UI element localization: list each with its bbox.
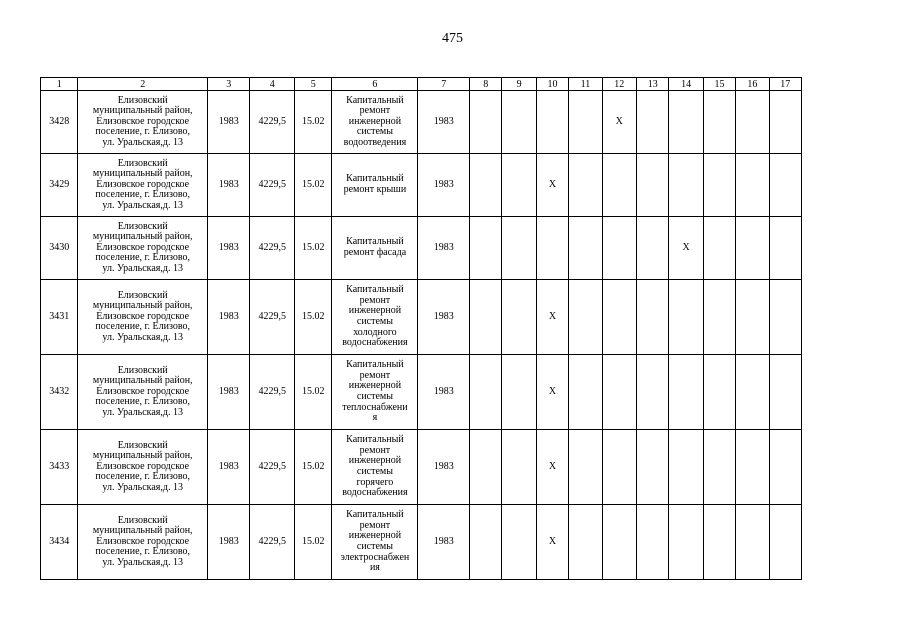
empty-cell	[569, 217, 602, 280]
empty-cell	[736, 505, 769, 580]
table-row	[41, 355, 802, 430]
column-number-5: 5	[294, 78, 331, 91]
empty-cell	[470, 280, 502, 355]
year-cell: 1983	[207, 280, 250, 355]
empty-cell	[736, 430, 769, 505]
column-number-8: 8	[470, 78, 502, 91]
year-commissioned-cell: 1983	[418, 280, 470, 355]
empty-cell	[569, 430, 602, 505]
year-cell: 1983	[207, 505, 250, 580]
empty-cell	[637, 217, 669, 280]
empty-cell	[637, 430, 669, 505]
empty-cell	[470, 355, 502, 430]
header-row	[41, 78, 802, 91]
empty-cell	[703, 217, 735, 280]
year-commissioned-cell: 1983	[418, 505, 470, 580]
empty-cell	[736, 154, 769, 217]
column-number-1: 1	[41, 78, 78, 91]
address-cell: Елизовский муниципальный район, Елизовское городское поселение, г. Елизово, ул. Уральская,д. 13	[78, 217, 208, 280]
column-number-9: 9	[502, 78, 536, 91]
empty-cell	[637, 355, 669, 430]
mark-x-col-10: Х	[536, 505, 568, 580]
row-number: 3428	[41, 91, 78, 154]
empty-cell	[470, 91, 502, 154]
table-row	[41, 91, 802, 154]
column-number-16: 16	[736, 78, 769, 91]
empty-cell	[502, 154, 536, 217]
empty-cell	[703, 355, 735, 430]
empty-cell	[769, 154, 801, 217]
column-number-11: 11	[569, 78, 602, 91]
empty-cell	[736, 355, 769, 430]
empty-cell	[703, 91, 735, 154]
column-number-15: 15	[703, 78, 735, 91]
empty-cell	[736, 280, 769, 355]
page-number: 475	[442, 31, 463, 46]
empty-cell	[470, 154, 502, 217]
work-type-cell: Капитальный ремонт крыши	[332, 154, 418, 217]
year-cell: 1983	[207, 91, 250, 154]
empty-cell	[769, 430, 801, 505]
year-commissioned-cell: 1983	[418, 217, 470, 280]
code-cell: 15.02	[294, 280, 331, 355]
mark-x-col-10: Х	[536, 154, 568, 217]
year-commissioned-cell: 1983	[418, 430, 470, 505]
empty-cell	[502, 91, 536, 154]
empty-cell	[502, 280, 536, 355]
column-number-2: 2	[78, 78, 208, 91]
address-cell: Елизовский муниципальный район, Елизовское городское поселение, г. Елизово, ул. Уральская,д. 13	[78, 91, 208, 154]
table-row	[41, 280, 802, 355]
year-cell: 1983	[207, 217, 250, 280]
empty-cell	[470, 217, 502, 280]
empty-cell	[769, 355, 801, 430]
area-cell: 4229,5	[250, 355, 295, 430]
column-number-6: 6	[332, 78, 418, 91]
empty-cell	[769, 505, 801, 580]
row-number: 3434	[41, 505, 78, 580]
work-type-cell: Капитальный ремонт инженерной системы горячего водоснабжения	[332, 430, 418, 505]
empty-cell	[637, 280, 669, 355]
empty-cell	[602, 355, 636, 430]
empty-cell	[502, 355, 536, 430]
empty-cell	[769, 280, 801, 355]
work-type-cell: Капитальный ремонт инженерной системы водоотведения	[332, 91, 418, 154]
empty-cell	[536, 91, 568, 154]
mark-x-col-10: Х	[536, 280, 568, 355]
empty-cell	[536, 217, 568, 280]
code-cell: 15.02	[294, 505, 331, 580]
address-cell: Елизовский муниципальный район, Елизовское городское поселение, г. Елизово, ул. Уральская,д. 13	[78, 154, 208, 217]
address-cell: Елизовский муниципальный район, Елизовское городское поселение, г. Елизово, ул. Уральская,д. 13	[78, 280, 208, 355]
year-cell: 1983	[207, 355, 250, 430]
year-cell: 1983	[207, 430, 250, 505]
empty-cell	[669, 280, 703, 355]
code-cell: 15.02	[294, 154, 331, 217]
empty-cell	[703, 505, 735, 580]
column-number-13: 13	[637, 78, 669, 91]
empty-cell	[703, 280, 735, 355]
empty-cell	[669, 154, 703, 217]
year-commissioned-cell: 1983	[418, 355, 470, 430]
address-cell: Елизовский муниципальный район, Елизовское городское поселение, г. Елизово, ул. Уральская,д. 13	[78, 430, 208, 505]
empty-cell	[769, 91, 801, 154]
column-number-4: 4	[250, 78, 295, 91]
empty-cell	[502, 505, 536, 580]
empty-cell	[569, 355, 602, 430]
area-cell: 4229,5	[250, 430, 295, 505]
area-cell: 4229,5	[250, 91, 295, 154]
column-number-17: 17	[769, 78, 801, 91]
empty-cell	[669, 505, 703, 580]
year-cell: 1983	[207, 154, 250, 217]
empty-cell	[470, 430, 502, 505]
empty-cell	[569, 280, 602, 355]
empty-cell	[669, 430, 703, 505]
code-cell: 15.02	[294, 91, 331, 154]
empty-cell	[470, 505, 502, 580]
empty-cell	[637, 154, 669, 217]
area-cell: 4229,5	[250, 505, 295, 580]
empty-cell	[569, 505, 602, 580]
column-number-14: 14	[669, 78, 703, 91]
empty-cell	[502, 217, 536, 280]
area-cell: 4229,5	[250, 217, 295, 280]
empty-cell	[637, 91, 669, 154]
column-number-12: 12	[602, 78, 636, 91]
row-number: 3430	[41, 217, 78, 280]
code-cell: 15.02	[294, 355, 331, 430]
empty-cell	[602, 430, 636, 505]
column-number-10: 10	[536, 78, 568, 91]
column-number-3: 3	[207, 78, 250, 91]
empty-cell	[637, 505, 669, 580]
empty-cell	[502, 430, 536, 505]
empty-cell	[602, 217, 636, 280]
column-number-7: 7	[418, 78, 470, 91]
empty-cell	[669, 355, 703, 430]
table-row	[41, 154, 802, 217]
empty-cell	[703, 154, 735, 217]
mark-x-col-14: Х	[669, 217, 703, 280]
area-cell: 4229,5	[250, 154, 295, 217]
empty-cell	[569, 154, 602, 217]
empty-cell	[602, 280, 636, 355]
mark-x-col-12: Х	[602, 91, 636, 154]
year-commissioned-cell: 1983	[418, 154, 470, 217]
area-cell: 4229,5	[250, 280, 295, 355]
empty-cell	[569, 91, 602, 154]
empty-cell	[602, 505, 636, 580]
work-type-cell: Капитальный ремонт инженерной системы холодного водоснабжения	[332, 280, 418, 355]
empty-cell	[736, 91, 769, 154]
code-cell: 15.02	[294, 217, 331, 280]
row-number: 3433	[41, 430, 78, 505]
empty-cell	[669, 91, 703, 154]
work-type-cell: Капитальный ремонт инженерной системы электроснабжен ия	[332, 505, 418, 580]
work-type-cell: Капитальный ремонт фасада	[332, 217, 418, 280]
repair-schedule-table	[40, 77, 802, 580]
row-number: 3431	[41, 280, 78, 355]
work-type-cell: Капитальный ремонт инженерной системы теплоснабжени я	[332, 355, 418, 430]
empty-cell	[736, 217, 769, 280]
row-number: 3429	[41, 154, 78, 217]
mark-x-col-10: Х	[536, 355, 568, 430]
empty-cell	[769, 217, 801, 280]
table-row	[41, 505, 802, 580]
address-cell: Елизовский муниципальный район, Елизовское городское поселение, г. Елизово, ул. Уральская,д. 13	[78, 505, 208, 580]
code-cell: 15.02	[294, 430, 331, 505]
row-number: 3432	[41, 355, 78, 430]
table-row	[41, 430, 802, 505]
year-commissioned-cell: 1983	[418, 91, 470, 154]
mark-x-col-10: Х	[536, 430, 568, 505]
address-cell: Елизовский муниципальный район, Елизовское городское поселение, г. Елизово, ул. Уральская,д. 13	[78, 355, 208, 430]
table-row	[41, 217, 802, 280]
empty-cell	[703, 430, 735, 505]
empty-cell	[602, 154, 636, 217]
